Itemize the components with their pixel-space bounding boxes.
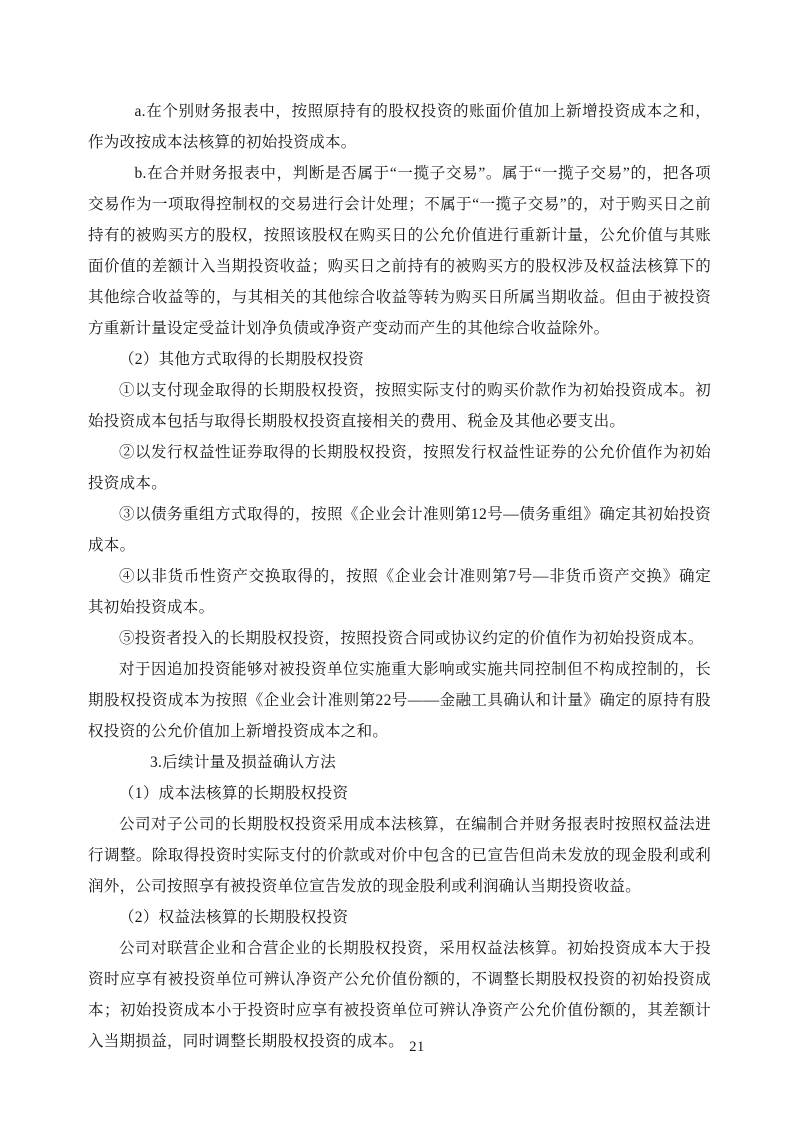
- item-1-cash-payment: ①以支付现金取得的长期股权投资，按照实际支付的购买价款作为初始投资成本。初始投资成本包括与取得长期股权投资直接相关的费用、税金及其他必要支出。: [88, 382, 711, 430]
- para-b-consolidated-statements: b.在合并财务报表中，判断是否属于“一揽子交易”。属于“一揽子交易”的，把各项交易作为一项取得控制权的交易进行会计处理；不属于“一揽子交易”的，对于购买日之前持有的被购买方的股权，按照该股权在购买日的公允价值进行重新计量，公允价值与其账面价值的差额计入当期投资收益；购买日之前持有的被购买方的股权涉及权益法核算下的其他综合收益等的，与其相关的其他综合收益等转为购买日所属当期收益。但由于被投资方重新计量设定受益计划净负债或净资产变动而产生的其他综合收益除外。: [88, 165, 711, 337]
- page-number: 21: [409, 1039, 425, 1055]
- para-cost-method-detail: 公司对子公司的长期股权投资采用成本法核算，在编制合并财务报表时按照权益法进行调整。除取得投资时实际支付的价款或对价中包含的已宣告但尚未发放的现金股利或利润外，公司按照享有被投资单位宣告发放的现金股利或利润确认当期投资收益。: [88, 816, 711, 895]
- item-5-investor-contribution: ⑤投资者投入的长期股权投资，按照投资合同或协议约定的价值作为初始投资成本。: [119, 630, 704, 647]
- heading-equity-method: （2）权益法核算的长期股权投资: [119, 909, 349, 926]
- heading-other-acquisition-methods: （2）其他方式取得的长期股权投资: [119, 351, 365, 368]
- para-equity-method-detail: 公司对联营企业和合营企业的长期股权投资，采用权益法核算。初始投资成本大于投资时应享有被投资单位可辨认净资产公允价值份额的，不调整长期股权投资的初始投资成本；初始投资成本小于投资时应享有被投资单位可辨认净资产公允价值份额的，其差额计入当期损益，同时调整长期股权投资的成本。: [88, 940, 711, 1050]
- page-footer: [0, 1038, 794, 1056]
- item-4-nonmonetary-exchange: ④以非货币性资产交换取得的，按照《企业会计准则第7号—非货币资产交换》确定其初始投资成本。: [88, 568, 711, 616]
- para-a-separate-statements: a.在个别财务报表中，按照原持有的股权投资的账面价值加上新增投资成本之和，作为改按成本法核算的初始投资成本。: [88, 103, 711, 151]
- heading-cost-method: （1）成本法核算的长期股权投资: [119, 785, 349, 802]
- document-body: [88, 96, 711, 1057]
- item-3-debt-restructuring: ③以债务重组方式取得的，按照《企业会计准则第12号—债务重组》确定其初始投资成本。: [88, 506, 711, 554]
- heading-subsequent-measurement: 3.后续计量及损益确认方法: [150, 754, 337, 771]
- para-additional-investment: 对于因追加投资能够对被投资单位实施重大影响或实施共同控制但不构成控制的，长期股权投资成本为按照《企业会计准则第22号——金融工具确认和计量》确定的原持有股权投资的公允价值加上新增投资成本之和。: [88, 661, 711, 740]
- item-2-equity-securities: ②以发行权益性证券取得的长期股权投资，按照发行权益性证券的公允价值作为初始投资成本。: [88, 444, 711, 492]
